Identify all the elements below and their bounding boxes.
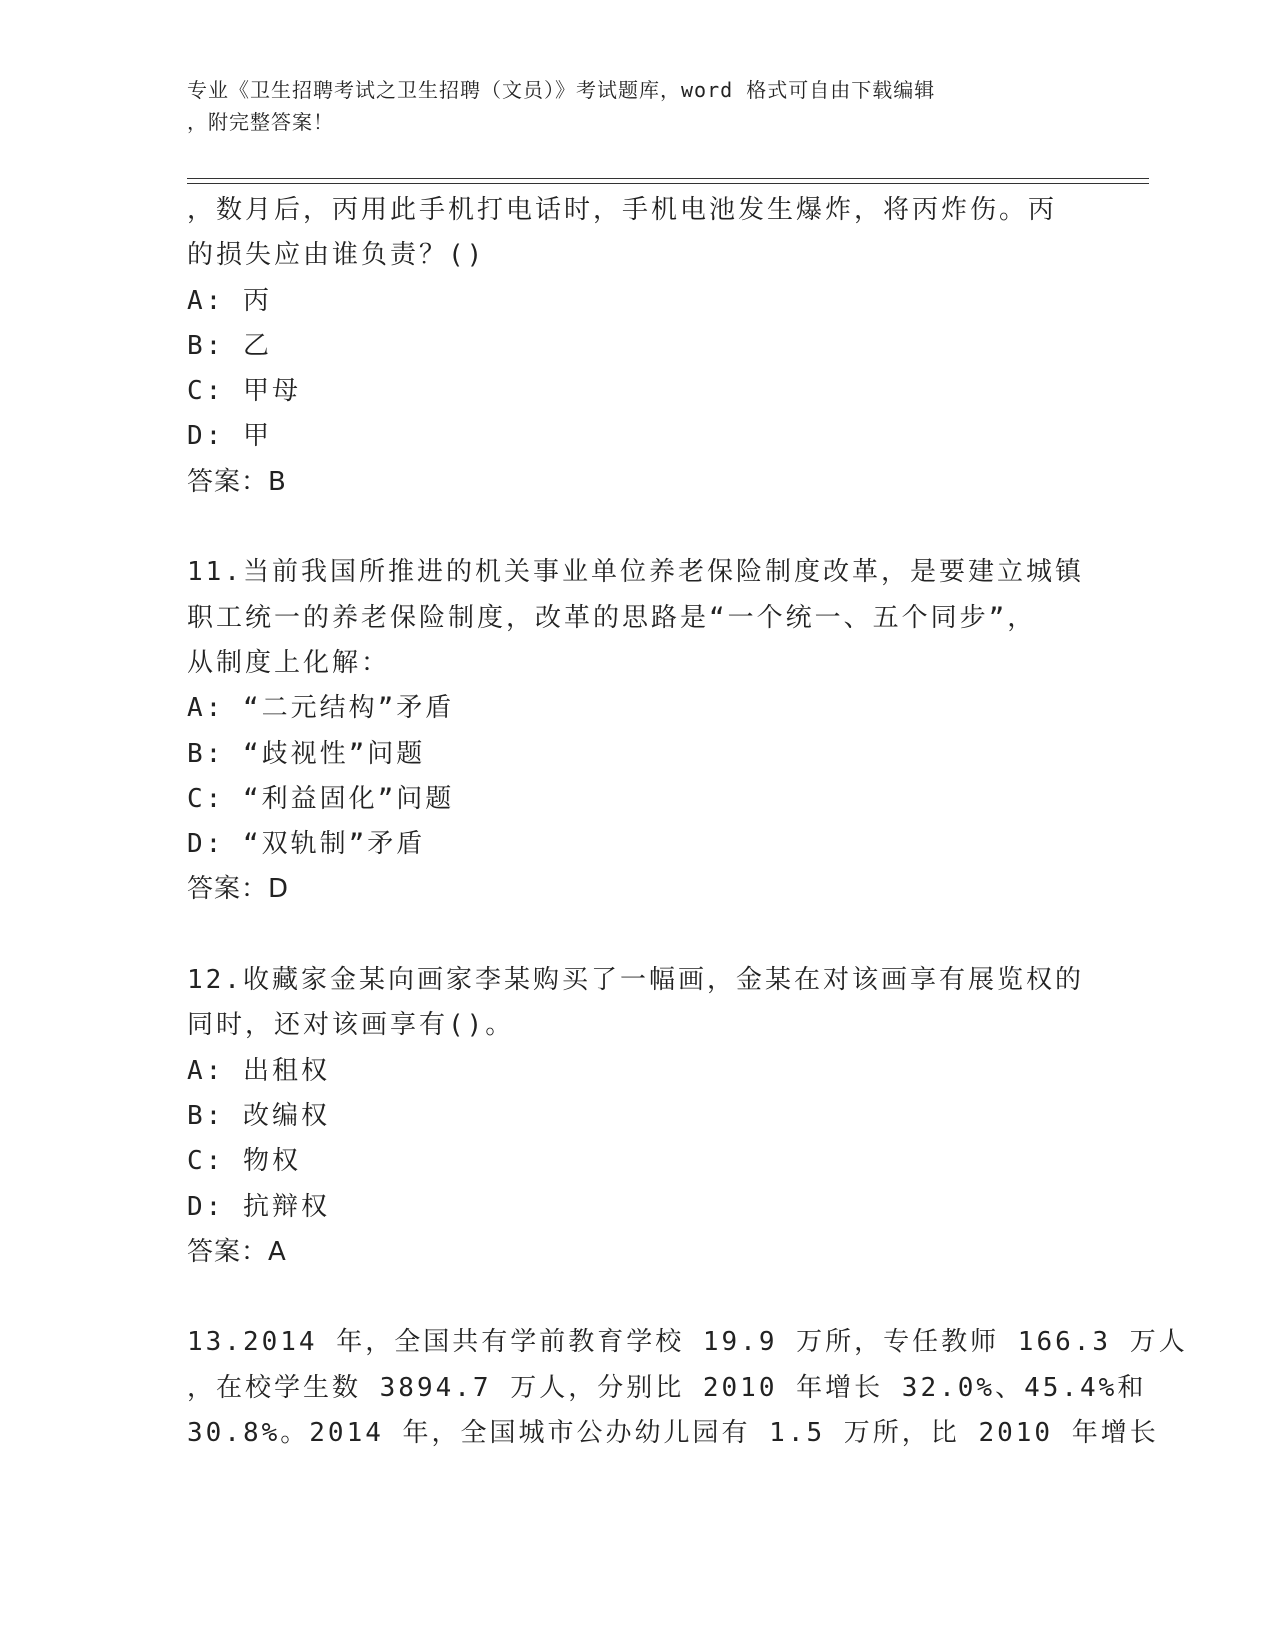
option-a: A: 出租权: [187, 1055, 330, 1086]
document-header: [187, 74, 1067, 138]
question-stem-line: 12.收藏家金某向画家李某购买了一幅画，金某在对该画享有展览权的: [187, 965, 1084, 996]
question-10: [187, 188, 1087, 505]
question-11: [187, 550, 1087, 912]
question-stem-line: 30.8%。2014 年，全国城市公办幼儿园有 1.5 万所，比 2010 年增长: [187, 1418, 1159, 1449]
question-stem-line: ，数月后，丙用此手机打电话时，手机电池发生爆炸，将丙炸伤。丙: [187, 195, 1058, 225]
spacer: [187, 505, 1087, 550]
header-divider-bottom: [187, 183, 1149, 184]
option-c: C: 物权: [187, 1146, 301, 1177]
question-13: [187, 1320, 1188, 1456]
header-line-2: ，附完整答案！: [187, 110, 334, 134]
option-c: C: “利益固化”问题: [187, 783, 455, 814]
option-d: D: “双轨制”矛盾: [187, 829, 426, 860]
header-line-1: 专业《卫生招聘考试之卫生招聘（文员）》考试题库，word 格式可自由下载编辑: [187, 78, 936, 102]
question-stem-line: 的损失应由谁负责？(): [187, 240, 486, 271]
question-stem-line: 职工统一的养老保险制度，改革的思路是“一个统一、五个同步”，: [187, 602, 1037, 633]
answer-line: 答案：D: [187, 874, 290, 905]
spacer: [187, 1275, 1087, 1320]
answer-line: 答案：B: [187, 466, 287, 497]
question-stem-line: 13.2014 年，全国共有学前教育学校 19.9 万所，专任教师 166.3 万人: [187, 1327, 1188, 1358]
question-12: [187, 958, 1087, 1275]
option-c: C: 甲母: [187, 376, 301, 407]
question-stem-line: 从制度上化解：: [187, 647, 391, 678]
option-b: B: “歧视性”问题: [187, 738, 426, 769]
option-a: A: “二元结构”矛盾: [187, 693, 455, 724]
document-body: [187, 188, 1188, 1456]
header-divider-top: [187, 178, 1149, 179]
option-b: B: 乙: [187, 330, 272, 361]
option-d: D: 抗辩权: [187, 1191, 330, 1222]
answer-line: 答案：A: [187, 1236, 287, 1267]
option-a: A: 丙: [187, 285, 272, 316]
question-stem-line: 同时，还对该画享有()。: [187, 1010, 515, 1041]
question-stem-line: ，在校学生数 3894.7 万人，分别比 2010 年增长 32.0%、45.4%和: [187, 1372, 1147, 1403]
question-stem-line: 11.当前我国所推进的机关事业单位养老保险制度改革，是要建立城镇: [187, 557, 1084, 588]
option-d: D: 甲: [187, 421, 272, 452]
option-b: B: 改编权: [187, 1100, 330, 1131]
spacer: [187, 913, 1087, 958]
